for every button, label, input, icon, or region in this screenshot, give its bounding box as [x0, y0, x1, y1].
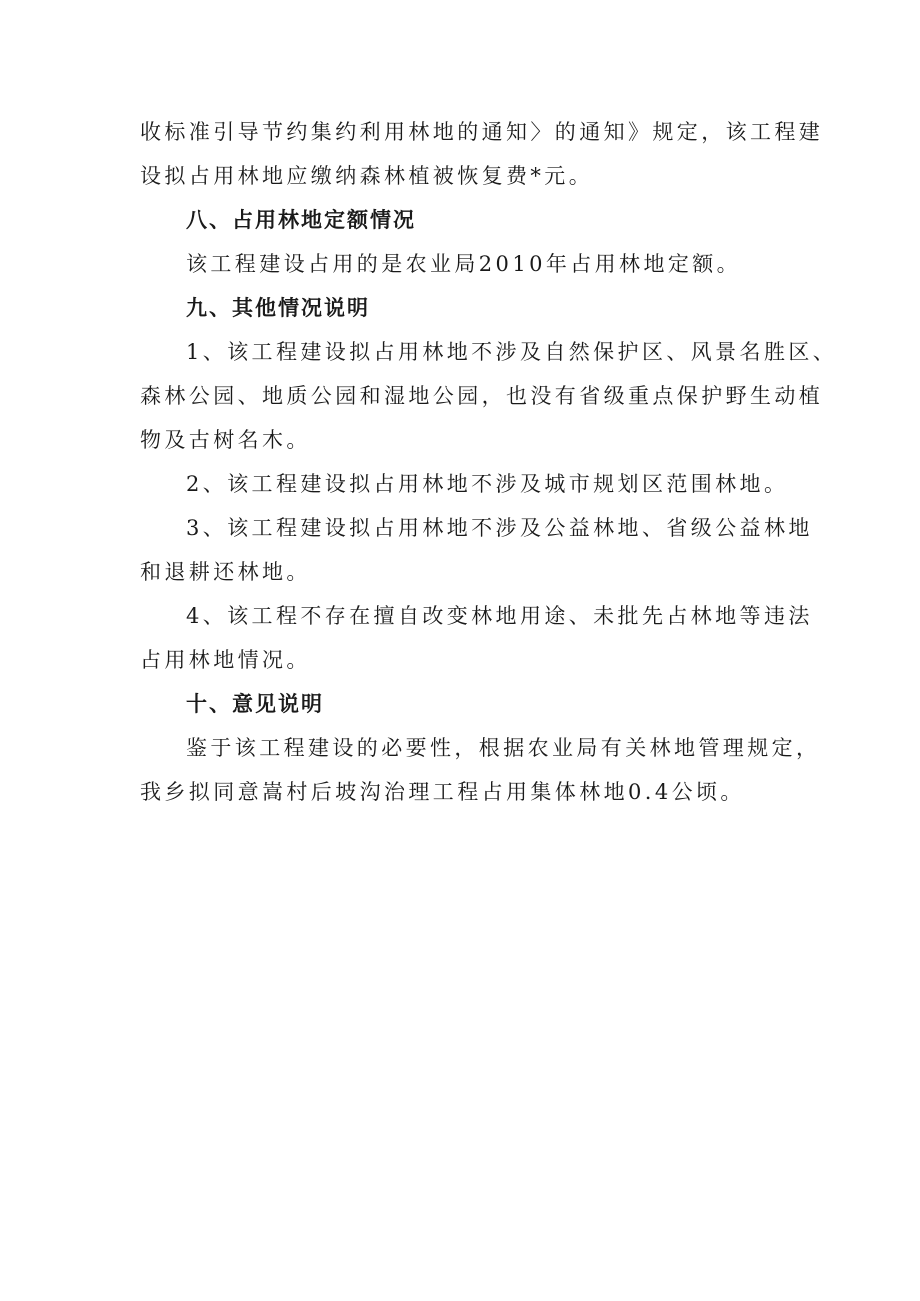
text-line: 该工程建设占用的是农业局2010年占用林地定额。: [186, 252, 742, 276]
paragraph-item-3: [140, 506, 813, 594]
text-line: 2、该工程建设拟占用林地不涉及城市规划区范围林地。: [186, 472, 789, 496]
heading-section-10: [140, 682, 800, 726]
paragraph-item-4: [140, 594, 813, 682]
text-line: 1、该工程建设拟占用林地不涉及自然保护区、风景名胜区、: [186, 340, 838, 364]
section-heading: 九、其他情况说明: [186, 296, 370, 320]
paragraph-item-1: [140, 330, 838, 462]
text-line: 收标准引导节约集约利用林地的通知〉的通知》规定，该工程建: [140, 120, 824, 144]
paragraph-quota: [140, 242, 800, 286]
text-line: 我乡拟同意嵩村后坡沟治理工程占用集体林地0.4公顷。: [140, 780, 745, 804]
section-heading: 十、意见说明: [186, 692, 324, 716]
text-line: 和退耕还林地。: [140, 560, 311, 584]
text-line: 物及古树名木。: [140, 428, 311, 452]
paragraph-item-2: [140, 462, 800, 506]
text-line: 占用林地情况。: [140, 648, 311, 672]
text-line: 森林公园、地质公园和湿地公园，也没有省级重点保护野生动植: [140, 384, 824, 408]
section-heading: 八、占用林地定额情况: [186, 208, 416, 232]
paragraph-opinion: [140, 726, 821, 814]
text-line: 鉴于该工程建设的必要性，根据农业局有关林地管理规定，: [186, 736, 821, 760]
paragraph-continued-notice: [140, 110, 824, 198]
document-body: [140, 110, 838, 814]
text-line: 4、该工程不存在擅自改变林地用途、未批先占林地等违法: [186, 604, 813, 628]
text-line: 3、该工程建设拟占用林地不涉及公益林地、省级公益林地: [186, 516, 813, 540]
text-line: 设拟占用林地应缴纳森林植被恢复费*元。: [140, 164, 594, 188]
heading-section-9: [140, 286, 800, 330]
heading-section-8: [140, 198, 800, 242]
